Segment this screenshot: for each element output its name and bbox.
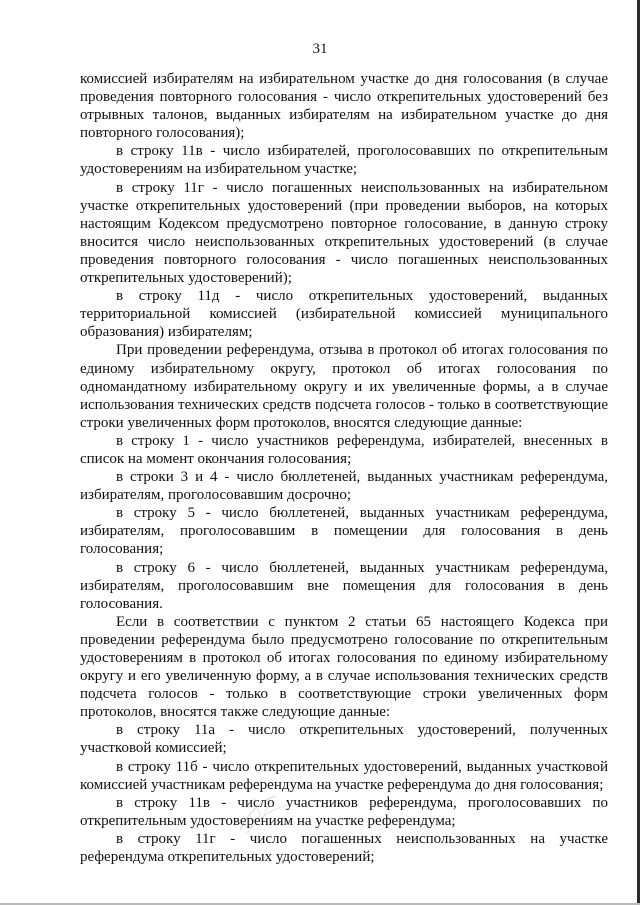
paragraph-line-1: в строку 1 - число участников референдума, избирателей, внесенных в список на момент окончания голосования; <box>80 432 608 467</box>
paragraph-line-11g-referendum: в строку 11г - число погашенных неиспользованных на участке референдума открепительных удостоверений; <box>80 830 608 866</box>
paragraph-line-6: в строку 6 - число бюллетеней, выданных участникам референдума, избирателям, проголосовавшим вне помещения для голосования в день голосования. <box>80 559 608 612</box>
paragraph-lines-3-4: в строки 3 и 4 - число бюллетеней, выданных участникам референдума, избирателям, проголосовавшим досрочно; <box>80 469 608 504</box>
paragraph-line-5: в строку 5 - число бюллетеней, выданных участникам референдума, избирателям, проголосовавшим в помещении для голосования в день голосования; <box>80 505 608 558</box>
paragraph-line-11a: в строку 11а - число открепительных удостоверений, полученных участковой комиссией; <box>80 722 608 757</box>
paragraph-line-11v-referendum: в строку 11в - число участников референдума, проголосовавших по открепительным удостоверениям на участке референдума; <box>80 794 608 829</box>
page-number: 31 <box>312 41 328 57</box>
paragraph-line-11d: в строку 11д - число открепительных удостоверений, выданных территориальной комиссией (избирательной комиссией муниципального образования) избирателям; <box>80 288 608 341</box>
document-body <box>80 70 608 866</box>
paragraph-line-11v: в строку 11в - число избирателей, проголосовавших по открепительным удостоверениям на избирательном участке; <box>80 143 608 178</box>
paragraph-absentee-intro: Если в соответствии с пунктом 2 статьи 65 настоящего Кодекса при проведении референдума было предусмотрено голосование по открепительным удостоверениям в протокол об итогах голосования по единому избирательному округу и его увеличенную форму, а в случае использования технических средств подсчета голосов - только в соответствующие строки увеличенных форм протоколов, вносятся также следующие данные: <box>80 613 608 721</box>
paragraph-continuation: комиссией избирателям на избирательном участке до дня голосования (в случае проведения повторного голосования - число открепительных удостоверений без отрывных талонов, выданных избирателям на избирательном участке до дня повторного голосования); <box>80 71 608 142</box>
paragraph-line-11g: в строку 11г - число погашенных неиспользованных на избирательном участке открепительных удостоверений (при проведении выборов, на которых настоящим Кодексом предусмотрено повторное голосование, в данную строку вносится число неиспользованных открепительных удостоверений (в случае проведения повторного голосования - число погашенных неиспользованных открепительных удостоверений); <box>80 179 608 287</box>
paragraph-line-11b: в строку 11б - число открепительных удостоверений, выданных участковой комиссией участникам референдума на участке референдума до дня голосования; <box>80 758 608 793</box>
faint-stamp-mark <box>232 790 302 838</box>
paragraph-referendum-intro: При проведении референдума, отзыва в протокол об итогах голосования по единому избирательному округу, протокол об итогах голосования по одномандатному избирательному округу и их увеличенные формы, а в случае использования технических средств подсчета голосов - только в соответствующие строки увеличенных форм протоколов, вносятся следующие данные: <box>80 342 608 431</box>
